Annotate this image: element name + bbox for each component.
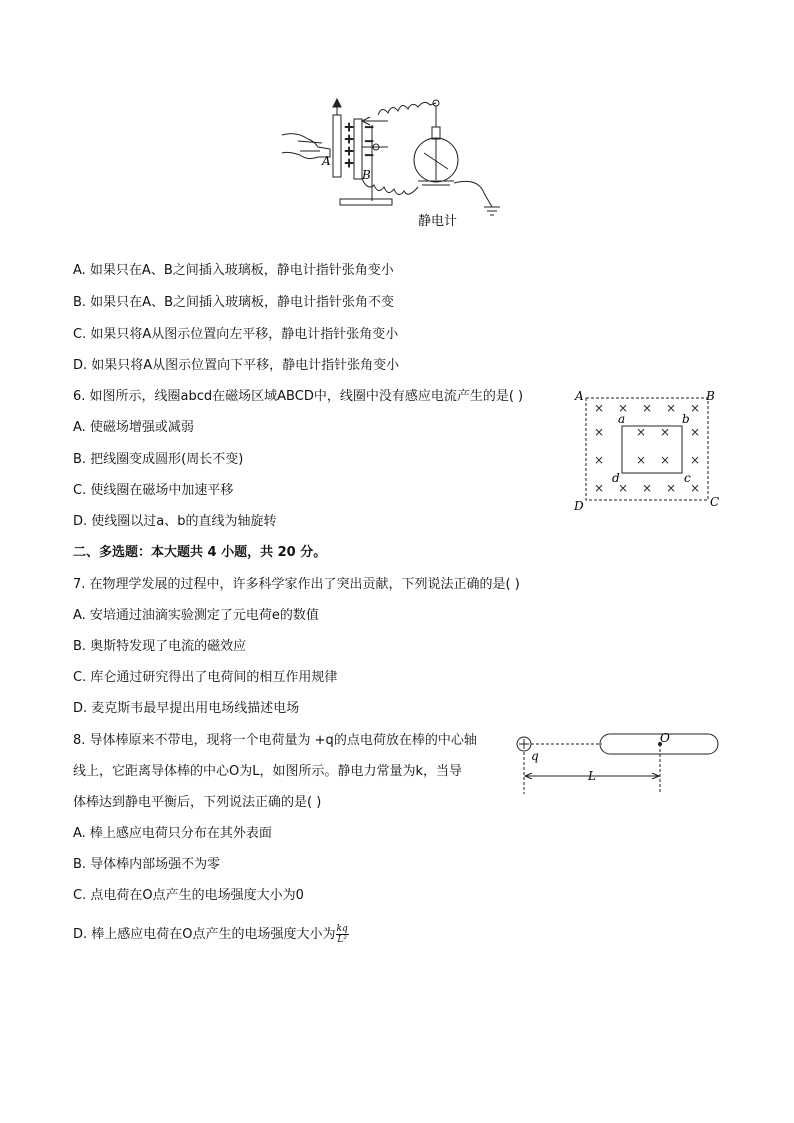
fraction-denominator: L² bbox=[337, 935, 347, 945]
field-cross-mark: × bbox=[666, 481, 677, 495]
q8-stem-line2: 线上，它距离导体棒的中心O为L，如图所示。静电力常量为k，当导 bbox=[73, 764, 463, 779]
field-cross-mark: × bbox=[690, 401, 701, 415]
q6-option-c: C. 使线圈在磁场中加速平移 bbox=[73, 483, 234, 498]
coil-c: c bbox=[684, 471, 691, 485]
field-cross-mark: × bbox=[690, 481, 701, 495]
field-cross-mark: × bbox=[690, 453, 701, 467]
q6-option-d: D. 使线圈以过a、b的直线为轴旋转 bbox=[73, 514, 277, 529]
q8-stem-line3: 体棒达到静电平衡后，下列说法正确的是( ) bbox=[73, 795, 322, 810]
corner-A: A bbox=[575, 389, 584, 403]
q8-option-b: B. 导体棒内部场强不为零 bbox=[73, 857, 221, 872]
svg-text:−: − bbox=[364, 148, 375, 162]
field-cross-mark: × bbox=[594, 453, 605, 467]
coil-a: a bbox=[618, 412, 626, 426]
svg-text:+: + bbox=[344, 120, 355, 134]
field-cross-mark: × bbox=[642, 401, 653, 415]
q8-option-d-row bbox=[73, 924, 349, 945]
field-cross-mark: × bbox=[594, 425, 605, 439]
center-o-label: O bbox=[660, 731, 670, 745]
field-cross-mark: × bbox=[660, 453, 671, 467]
conductor-rod-diagram bbox=[512, 730, 724, 798]
svg-text:+: + bbox=[344, 132, 355, 146]
field-cross-mark: × bbox=[618, 481, 629, 495]
conductor-rod-figure bbox=[512, 730, 724, 798]
magnetic-field-diagram bbox=[572, 386, 722, 514]
field-cross-mark: × bbox=[594, 401, 605, 415]
q7-option-b: B. 奥斯特发现了电流的磁效应 bbox=[73, 639, 247, 654]
q7-option-a: A. 安培通过油滴实验测定了元电荷e的数值 bbox=[73, 608, 319, 623]
q5-option-c: C. 如果只将A从图示位置向左平移，静电计指针张角变小 bbox=[73, 327, 399, 342]
magnetic-field-figure bbox=[572, 386, 722, 514]
q8-stem-line1: 8. 导体棒原来不带电，现将一个电荷量为 +q的点电荷放在棒的中心轴 bbox=[73, 733, 477, 748]
electrometer-diagram bbox=[278, 95, 518, 230]
electrometer-caption: 静电计 bbox=[418, 214, 458, 229]
svg-text:+: + bbox=[344, 156, 355, 170]
q7-stem: 7. 在物理学发展的过程中，许多科学家作出了突出贡献，下列说法正确的是( ) bbox=[73, 577, 520, 592]
svg-text:−: − bbox=[364, 120, 375, 134]
q8-option-c: C. 点电荷在O点产生的电场强度大小为0 bbox=[73, 888, 304, 903]
fraction-numerator: kq bbox=[336, 924, 348, 934]
distance-l-label: L bbox=[588, 769, 596, 783]
section-2-title: 二、多选题：本大题共 4 小题，共 20 分。 bbox=[73, 545, 327, 560]
field-cross-mark: × bbox=[690, 425, 701, 439]
q5-option-a: A. 如果只在A、B之间插入玻璃板，静电计指针张角变小 bbox=[73, 263, 394, 278]
corner-B: B bbox=[706, 389, 715, 403]
electrometer-figure bbox=[278, 95, 518, 230]
q5-option-d: D. 如果只将A从图示位置向下平移，静电计指针张角变小 bbox=[73, 358, 400, 373]
field-cross-mark: × bbox=[642, 481, 653, 495]
q7-option-d: D. 麦克斯韦最早提出用电场线描述电场 bbox=[73, 701, 300, 716]
field-cross-mark: × bbox=[636, 453, 647, 467]
q5-option-b: B. 如果只在A、B之间插入玻璃板，静电计指针张角不变 bbox=[73, 295, 394, 310]
field-cross-mark: × bbox=[660, 425, 671, 439]
plate-b-label: B bbox=[362, 168, 371, 182]
coil-d: d bbox=[612, 471, 620, 485]
q7-option-c: C. 库仑通过研究得出了电荷间的相互作用规律 bbox=[73, 670, 338, 685]
coil-b: b bbox=[682, 412, 690, 426]
plate-a-label: A bbox=[322, 154, 331, 168]
q8-option-d: D. 棒上感应电荷在O点产生的电场强度大小为 bbox=[73, 927, 336, 942]
svg-text:+: + bbox=[344, 144, 355, 158]
field-cross-mark: × bbox=[618, 401, 629, 415]
corner-D: D bbox=[574, 499, 584, 513]
corner-C: C bbox=[710, 495, 720, 509]
q6-stem: 6. 如图所示，线圈abcd在磁场区域ABCD中，线圈中没有感应电流产生的是( ) bbox=[73, 389, 524, 404]
field-cross-mark: × bbox=[666, 401, 677, 415]
q6-option-b: B. 把线圈变成圆形(周长不变) bbox=[73, 452, 244, 467]
charge-q-label: q bbox=[531, 749, 539, 763]
svg-text:−: − bbox=[364, 134, 375, 148]
q8-option-a: A. 棒上感应电荷只分布在其外表面 bbox=[73, 826, 272, 841]
kq-over-l2-fraction bbox=[336, 924, 349, 945]
field-cross-mark: × bbox=[594, 481, 605, 495]
q6-option-a: A. 使磁场增强或减弱 bbox=[73, 420, 194, 435]
field-cross-mark: × bbox=[636, 425, 647, 439]
